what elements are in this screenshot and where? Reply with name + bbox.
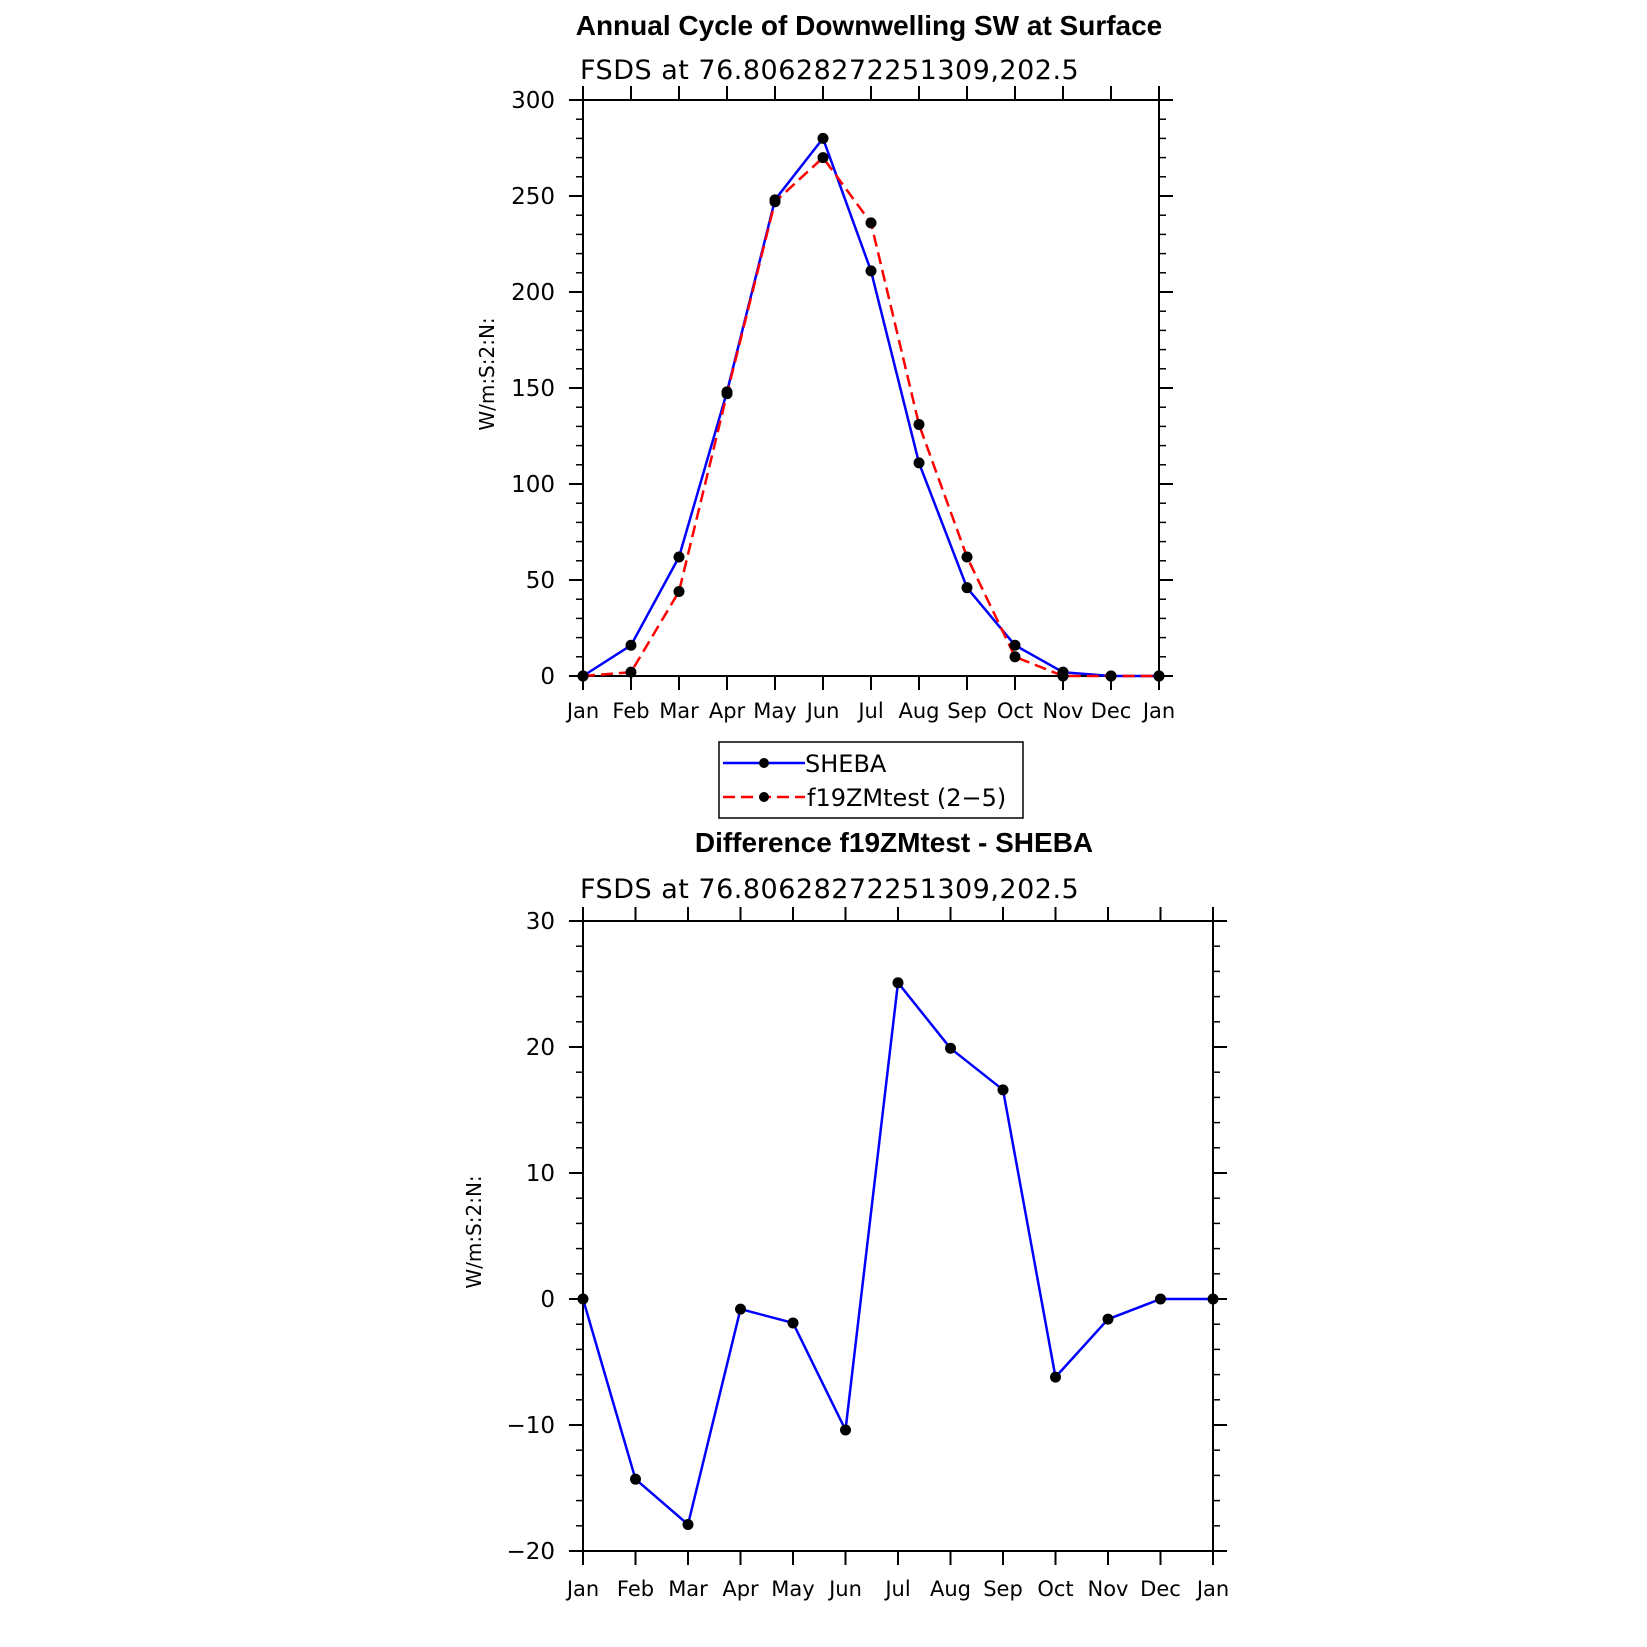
top-ytick-label: 100 xyxy=(511,472,555,498)
bottom-xtick-label: Jan xyxy=(1196,1577,1230,1601)
bottom-xtick-label: Apr xyxy=(722,1577,759,1601)
top-xtick-label: Mar xyxy=(659,699,699,723)
top-series-line-1 xyxy=(583,158,1159,676)
bottom-ytick-label: −10 xyxy=(506,1413,555,1439)
legend-sheba-label: SHEBA xyxy=(805,750,887,778)
top-series-0-point xyxy=(914,457,925,468)
top-series-0-point xyxy=(818,133,829,144)
top-series-1-point xyxy=(770,196,781,207)
annual-cycle-chart xyxy=(475,10,1175,818)
top-ytick-label: 50 xyxy=(525,568,555,594)
bottom-series-0-point xyxy=(998,1084,1009,1095)
bottom-series-0-point xyxy=(1050,1372,1061,1383)
top-series-1-point xyxy=(722,388,733,399)
bottom-xtick-label: Dec xyxy=(1140,1577,1181,1601)
top-series-1-point xyxy=(578,671,589,682)
top-series-1-point xyxy=(1154,671,1165,682)
legend-sheba-marker xyxy=(759,758,769,768)
top-chart-ylabel: W/m:S:2:N: xyxy=(475,317,499,431)
top-xtick-label: Dec xyxy=(1090,699,1132,723)
top-ytick-label: 200 xyxy=(511,280,555,306)
bottom-series-0-point xyxy=(1103,1314,1114,1325)
bottom-series-0-point xyxy=(630,1474,641,1485)
top-xtick-label: Jun xyxy=(806,699,840,723)
bottom-ytick-label: 30 xyxy=(525,909,555,935)
top-chart-title: Annual Cycle of Downwelling SW at Surface xyxy=(575,10,1163,41)
bottom-xtick-label: Jan xyxy=(566,1577,600,1601)
bottom-ytick-label: −20 xyxy=(506,1539,555,1565)
legend-model-label: f19ZMtest (2−5) xyxy=(807,784,1007,812)
top-xtick-label: Aug xyxy=(898,699,940,723)
bottom-xtick-label: Mar xyxy=(668,1577,708,1601)
top-series-1-point xyxy=(1010,651,1021,662)
top-series-0-point xyxy=(674,551,685,562)
top-xtick-label: Jul xyxy=(858,699,884,723)
bottom-xtick-label: Oct xyxy=(1037,1577,1074,1601)
top-series-0-point xyxy=(1010,640,1021,651)
top-series-1-point xyxy=(674,586,685,597)
top-xtick-label: Apr xyxy=(708,699,746,723)
bottom-series-0-point xyxy=(735,1304,746,1315)
bottom-series-0-point xyxy=(893,977,904,988)
bottom-series-0-point xyxy=(945,1043,956,1054)
bottom-xtick-label: Jul xyxy=(885,1577,911,1601)
top-xtick-label: Jan xyxy=(1142,699,1176,723)
bottom-xtick-label: Nov xyxy=(1087,1577,1129,1601)
bottom-plot-frame xyxy=(583,921,1213,1551)
top-xtick-label: Nov xyxy=(1042,699,1084,723)
bottom-xtick-label: Jun xyxy=(829,1577,862,1601)
bottom-ytick-label: 10 xyxy=(525,1161,555,1187)
top-ytick-label: 300 xyxy=(511,88,555,114)
top-series-1-point xyxy=(1058,671,1069,682)
bottom-series-0-point xyxy=(788,1317,799,1328)
top-series-0-point xyxy=(866,265,877,276)
top-ytick-label: 250 xyxy=(511,184,555,210)
bottom-series-0-point xyxy=(1208,1294,1219,1305)
bottom-ytick-label: 0 xyxy=(540,1287,555,1313)
top-xtick-label: Oct xyxy=(996,699,1034,723)
top-chart-subtitle: FSDS at 76.80628272251309,202.5 xyxy=(580,55,1080,86)
legend xyxy=(719,742,1023,818)
top-series-1-point xyxy=(818,152,829,163)
top-xtick-label: May xyxy=(753,699,797,723)
difference-chart xyxy=(462,827,1229,1601)
bottom-chart-ylabel: W/m:S:2:N: xyxy=(462,1175,486,1289)
bottom-xtick-label: May xyxy=(771,1577,815,1601)
top-xtick-label: Sep xyxy=(947,699,987,723)
top-series-1-point xyxy=(626,667,637,678)
bottom-xtick-label: Feb xyxy=(616,1577,655,1601)
bottom-series-line-0 xyxy=(583,983,1213,1525)
top-series-1-point xyxy=(962,551,973,562)
top-series-0-point xyxy=(626,640,637,651)
legend-model-marker xyxy=(759,792,769,802)
bottom-series-0-point xyxy=(1155,1294,1166,1305)
bottom-series-0-point xyxy=(578,1294,589,1305)
bottom-chart-subtitle: FSDS at 76.80628272251309,202.5 xyxy=(580,874,1080,905)
top-xtick-label: Jan xyxy=(566,699,600,723)
top-ytick-label: 0 xyxy=(540,664,555,690)
bottom-xtick-label: Aug xyxy=(929,1577,972,1601)
bottom-series-0-point xyxy=(840,1425,851,1436)
bottom-ytick-label: 20 xyxy=(525,1035,555,1061)
bottom-series-0-point xyxy=(683,1519,694,1530)
bottom-xtick-label: Sep xyxy=(983,1577,1023,1601)
top-plot-frame xyxy=(583,100,1159,676)
top-xtick-label: Feb xyxy=(612,699,650,723)
top-series-1-point xyxy=(1106,671,1117,682)
top-series-1-point xyxy=(866,217,877,228)
top-series-0-point xyxy=(962,582,973,593)
top-ytick-label: 150 xyxy=(511,376,555,402)
bottom-chart-title: Difference f19ZMtest - SHEBA xyxy=(694,827,1094,858)
top-series-1-point xyxy=(914,419,925,430)
